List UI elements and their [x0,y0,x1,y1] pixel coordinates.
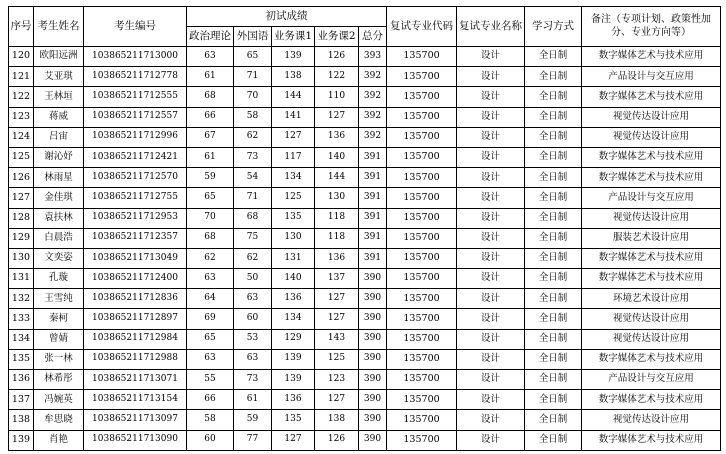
header-seq: 序号 [9,7,34,47]
table-row [9,47,721,67]
header-exam-no: 考生编号 [84,7,187,47]
cell-politics: 55 [187,370,234,390]
table-body [9,47,721,451]
cell-name: 文奕姿 [34,248,84,268]
cell-foreign-lang: 50 [234,269,272,289]
cell-politics: 62 [187,248,234,268]
cell-course1: 134 [272,168,315,188]
cell-course2: 126 [315,430,359,450]
cell-note: 产品设计与交互应用 [582,188,721,208]
cell-note: 数字媒体艺术与技术应用 [582,269,721,289]
cell-exam-no: 103865211712555 [84,87,187,107]
cell-major-name: 设计 [457,370,525,390]
cell-major-code: 135700 [387,188,457,208]
cell-total: 392 [359,107,387,127]
cell-note: 视觉传达设计应用 [582,410,721,430]
cell-course1: 127 [272,127,315,147]
cell-study-mode: 全日制 [525,329,582,349]
cell-name: 孔璇 [34,269,84,289]
cell-exam-no: 103865211712400 [84,269,187,289]
cell-note: 数字媒体艺术与技术应用 [582,248,721,268]
cell-course2: 138 [315,410,359,430]
cell-study-mode: 全日制 [525,430,582,450]
cell-foreign-lang: 77 [234,430,272,450]
cell-study-mode: 全日制 [525,370,582,390]
cell-study-mode: 全日制 [525,67,582,87]
cell-politics: 63 [187,349,234,369]
cell-major-code: 135700 [387,430,457,450]
cell-course2: 136 [315,248,359,268]
cell-total: 390 [359,349,387,369]
cell-note: 视觉传达设计应用 [582,208,721,228]
header-note: 备注（专项计划、政策性加分、专业方向等） [582,7,721,47]
cell-study-mode: 全日制 [525,309,582,329]
table-row [9,289,721,309]
cell-politics: 58 [187,410,234,430]
cell-name: 王雪纯 [34,289,84,309]
cell-major-name: 设计 [457,127,525,147]
cell-note: 视觉传达设计应用 [582,309,721,329]
table-row [9,349,721,369]
table-row [9,228,721,248]
cell-politics: 60 [187,430,234,450]
cell-exam-no: 103865211712953 [84,208,187,228]
header-course1: 业务课1 [272,27,315,47]
cell-total: 392 [359,67,387,87]
table-row [9,107,721,127]
cell-study-mode: 全日制 [525,269,582,289]
cell-course2: 127 [315,309,359,329]
cell-note: 数字媒体艺术与技术应用 [582,430,721,450]
cell-major-code: 135700 [387,349,457,369]
cell-exam-no: 103865211712836 [84,289,187,309]
header-total: 总分 [359,27,387,47]
cell-total: 390 [359,430,387,450]
cell-note: 产品设计与交互应用 [582,370,721,390]
cell-course1: 140 [272,269,315,289]
admission-table [8,6,721,451]
cell-course2: 126 [315,47,359,67]
cell-note: 数字媒体艺术与技术应用 [582,168,721,188]
cell-exam-no: 103865211712421 [84,147,187,167]
cell-study-mode: 全日制 [525,208,582,228]
cell-name: 曾婧 [34,329,84,349]
cell-course2: 137 [315,269,359,289]
cell-exam-no: 103865211713071 [84,370,187,390]
cell-foreign-lang: 73 [234,147,272,167]
cell-foreign-lang: 60 [234,309,272,329]
cell-exam-no: 103865211712570 [84,168,187,188]
cell-foreign-lang: 73 [234,370,272,390]
cell-foreign-lang: 53 [234,329,272,349]
cell-study-mode: 全日制 [525,127,582,147]
cell-exam-no: 103865211713049 [84,248,187,268]
cell-exam-no: 103865211712755 [84,188,187,208]
cell-study-mode: 全日制 [525,410,582,430]
cell-total: 391 [359,147,387,167]
cell-name: 张一林 [34,349,84,369]
header-major-code: 复试专业代码 [387,7,457,47]
cell-major-name: 设计 [457,289,525,309]
cell-seq: 137 [9,390,34,410]
cell-major-code: 135700 [387,269,457,289]
cell-major-code: 135700 [387,228,457,248]
cell-study-mode: 全日制 [525,107,582,127]
cell-seq: 121 [9,67,34,87]
cell-politics: 69 [187,309,234,329]
table-row [9,127,721,147]
cell-exam-no: 103865211712778 [84,67,187,87]
cell-seq: 123 [9,107,34,127]
cell-note: 环境艺术设计应用 [582,289,721,309]
cell-course2: 123 [315,370,359,390]
cell-course1: 139 [272,349,315,369]
cell-exam-no: 103865211713097 [84,410,187,430]
cell-major-name: 设计 [457,188,525,208]
cell-major-name: 设计 [457,228,525,248]
cell-major-name: 设计 [457,87,525,107]
cell-note: 数字媒体艺术与技术应用 [582,87,721,107]
cell-name: 冯婉英 [34,390,84,410]
cell-foreign-lang: 62 [234,248,272,268]
cell-politics: 61 [187,67,234,87]
cell-seq: 125 [9,147,34,167]
cell-course1: 134 [272,309,315,329]
cell-total: 390 [359,289,387,309]
cell-course1: 135 [272,410,315,430]
cell-name: 吕宙 [34,127,84,147]
cell-note: 服装艺术设计应用 [582,228,721,248]
cell-name: 王林垣 [34,87,84,107]
header-initial-scores: 初试成绩 [187,7,387,27]
cell-major-code: 135700 [387,390,457,410]
cell-course2: 127 [315,107,359,127]
cell-total: 392 [359,87,387,107]
cell-major-name: 设计 [457,147,525,167]
header-name: 考生姓名 [34,7,84,47]
cell-seq: 130 [9,248,34,268]
cell-course1: 136 [272,390,315,410]
cell-name: 欧阳远洲 [34,47,84,67]
cell-note: 数字媒体艺术与技术应用 [582,390,721,410]
table-row [9,370,721,390]
cell-politics: 67 [187,127,234,147]
table-row [9,269,721,289]
cell-course1: 136 [272,289,315,309]
table-row [9,147,721,167]
table-row [9,329,721,349]
cell-course2: 122 [315,67,359,87]
cell-total: 390 [359,269,387,289]
cell-total: 390 [359,390,387,410]
cell-politics: 59 [187,168,234,188]
cell-major-code: 135700 [387,127,457,147]
cell-major-name: 设计 [457,390,525,410]
cell-politics: 61 [187,147,234,167]
cell-foreign-lang: 71 [234,67,272,87]
cell-study-mode: 全日制 [525,188,582,208]
cell-exam-no: 103865211712557 [84,107,187,127]
cell-total: 391 [359,228,387,248]
cell-exam-no: 103865211712996 [84,127,187,147]
cell-note: 视觉传达设计应用 [582,127,721,147]
cell-major-code: 135700 [387,87,457,107]
table-row [9,188,721,208]
cell-total: 390 [359,410,387,430]
cell-note: 视觉传达设计应用 [582,329,721,349]
cell-foreign-lang: 75 [234,228,272,248]
cell-seq: 126 [9,168,34,188]
cell-major-code: 135700 [387,168,457,188]
cell-course1: 125 [272,188,315,208]
cell-total: 393 [359,47,387,67]
cell-note: 产品设计与交互应用 [582,67,721,87]
cell-major-name: 设计 [457,410,525,430]
cell-study-mode: 全日制 [525,390,582,410]
cell-total: 390 [359,309,387,329]
cell-course2: 130 [315,188,359,208]
cell-course1: 117 [272,147,315,167]
cell-course2: 118 [315,208,359,228]
cell-exam-no: 103865211712984 [84,329,187,349]
cell-foreign-lang: 63 [234,289,272,309]
cell-seq: 139 [9,430,34,450]
cell-seq: 133 [9,309,34,329]
cell-note: 数字媒体艺术与技术应用 [582,349,721,369]
cell-seq: 138 [9,410,34,430]
header-course2: 业务课2 [315,27,359,47]
cell-name: 林希彤 [34,370,84,390]
cell-course1: 144 [272,87,315,107]
cell-major-code: 135700 [387,208,457,228]
cell-foreign-lang: 58 [234,107,272,127]
cell-course1: 139 [272,370,315,390]
table-row [9,430,721,450]
cell-exam-no: 103865211712897 [84,309,187,329]
cell-major-code: 135700 [387,107,457,127]
cell-major-name: 设计 [457,67,525,87]
cell-politics: 63 [187,47,234,67]
cell-major-name: 设计 [457,329,525,349]
table-row [9,208,721,228]
cell-total: 391 [359,248,387,268]
cell-total: 391 [359,168,387,188]
cell-note: 视觉传达设计应用 [582,107,721,127]
table-row [9,168,721,188]
table-row [9,410,721,430]
header-major-name: 复试专业名称 [457,7,525,47]
cell-major-name: 设计 [457,248,525,268]
cell-seq: 128 [9,208,34,228]
cell-major-code: 135700 [387,248,457,268]
cell-foreign-lang: 59 [234,410,272,430]
cell-major-code: 135700 [387,147,457,167]
cell-course2: 127 [315,289,359,309]
cell-politics: 65 [187,188,234,208]
cell-major-code: 135700 [387,410,457,430]
cell-name: 蒋威 [34,107,84,127]
cell-course2: 143 [315,329,359,349]
cell-seq: 131 [9,269,34,289]
cell-major-code: 135700 [387,329,457,349]
cell-exam-no: 103865211713090 [84,430,187,450]
cell-total: 390 [359,370,387,390]
cell-foreign-lang: 65 [234,47,272,67]
cell-major-name: 设计 [457,208,525,228]
cell-exam-no: 103865211713000 [84,47,187,67]
cell-study-mode: 全日制 [525,228,582,248]
cell-course1: 131 [272,248,315,268]
cell-course2: 136 [315,127,359,147]
cell-seq: 120 [9,47,34,67]
cell-name: 秦柯 [34,309,84,329]
cell-major-code: 135700 [387,47,457,67]
cell-study-mode: 全日制 [525,168,582,188]
cell-foreign-lang: 70 [234,87,272,107]
cell-course1: 141 [272,107,315,127]
cell-major-name: 设计 [457,47,525,67]
cell-note: 数字媒体艺术与技术应用 [582,147,721,167]
cell-course1: 129 [272,329,315,349]
cell-politics: 66 [187,107,234,127]
cell-course1: 139 [272,47,315,67]
cell-name: 白晨浩 [34,228,84,248]
cell-name: 牟思晓 [34,410,84,430]
cell-politics: 68 [187,87,234,107]
cell-study-mode: 全日制 [525,289,582,309]
cell-politics: 64 [187,289,234,309]
cell-major-name: 设计 [457,309,525,329]
cell-study-mode: 全日制 [525,147,582,167]
cell-major-code: 135700 [387,370,457,390]
cell-name: 谢沁妤 [34,147,84,167]
cell-politics: 65 [187,329,234,349]
cell-exam-no: 103865211713154 [84,390,187,410]
cell-major-name: 设计 [457,168,525,188]
header-foreign-lang: 外国语 [234,27,272,47]
cell-politics: 63 [187,269,234,289]
cell-course2: 125 [315,349,359,369]
cell-seq: 122 [9,87,34,107]
cell-name: 肖艳 [34,430,84,450]
header-politics: 政治理论 [187,27,234,47]
cell-course2: 144 [315,168,359,188]
cell-seq: 134 [9,329,34,349]
cell-name: 袁扶林 [34,208,84,228]
cell-name: 金佳琪 [34,188,84,208]
cell-course1: 130 [272,228,315,248]
cell-seq: 135 [9,349,34,369]
cell-exam-no: 103865211712988 [84,349,187,369]
cell-course2: 127 [315,390,359,410]
cell-major-code: 135700 [387,67,457,87]
cell-study-mode: 全日制 [525,349,582,369]
cell-politics: 66 [187,390,234,410]
cell-major-name: 设计 [457,349,525,369]
cell-study-mode: 全日制 [525,47,582,67]
cell-total: 391 [359,188,387,208]
cell-total: 392 [359,127,387,147]
cell-name: 林雨星 [34,168,84,188]
cell-study-mode: 全日制 [525,87,582,107]
cell-foreign-lang: 68 [234,208,272,228]
cell-major-name: 设计 [457,430,525,450]
cell-politics: 70 [187,208,234,228]
table-row [9,248,721,268]
cell-foreign-lang: 71 [234,188,272,208]
cell-course1: 127 [272,430,315,450]
header-study-mode: 学习方式 [525,7,582,47]
cell-seq: 136 [9,370,34,390]
cell-total: 390 [359,329,387,349]
cell-foreign-lang: 54 [234,168,272,188]
cell-total: 391 [359,208,387,228]
cell-name: 艾亚琪 [34,67,84,87]
cell-course1: 135 [272,208,315,228]
cell-major-code: 135700 [387,289,457,309]
cell-foreign-lang: 62 [234,127,272,147]
cell-note: 数字媒体艺术与技术应用 [582,47,721,67]
table-row [9,87,721,107]
table-row [9,67,721,87]
cell-course2: 110 [315,87,359,107]
cell-foreign-lang: 61 [234,390,272,410]
cell-foreign-lang: 63 [234,349,272,369]
cell-seq: 129 [9,228,34,248]
cell-politics: 68 [187,228,234,248]
cell-course1: 138 [272,67,315,87]
cell-exam-no: 103865211712357 [84,228,187,248]
table-row [9,390,721,410]
cell-seq: 127 [9,188,34,208]
cell-seq: 132 [9,289,34,309]
cell-study-mode: 全日制 [525,248,582,268]
table-row [9,309,721,329]
cell-course2: 118 [315,228,359,248]
cell-major-name: 设计 [457,107,525,127]
cell-major-code: 135700 [387,309,457,329]
cell-seq: 124 [9,127,34,147]
cell-major-name: 设计 [457,269,525,289]
cell-course2: 140 [315,147,359,167]
header-row-top [9,7,721,27]
